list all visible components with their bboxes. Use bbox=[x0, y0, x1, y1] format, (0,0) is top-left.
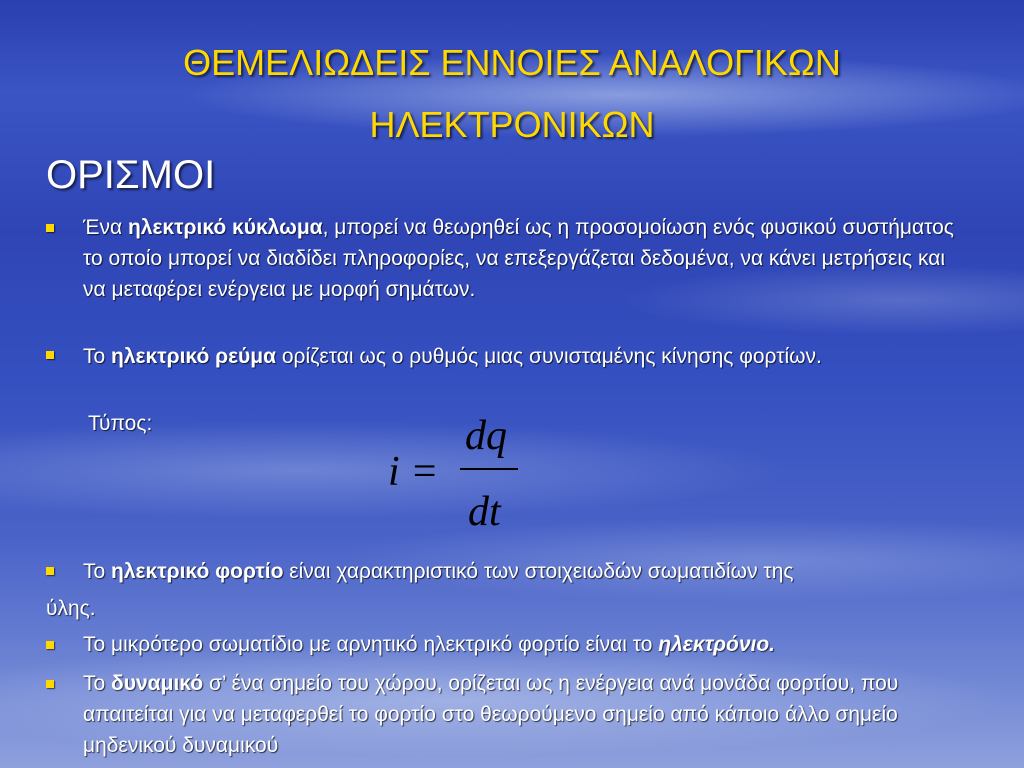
bullet-marker-icon bbox=[46, 224, 54, 232]
bullet-text: Το bbox=[83, 345, 112, 368]
bullet-text: Το μικρότερο σωματίδιο με αρνητικό ηλεκτρικό φορτίο είναι το bbox=[83, 633, 659, 656]
bullet-definition-circuit bbox=[83, 212, 963, 305]
bullet-bold-term: ηλεκτρικό κύκλωμα bbox=[127, 216, 323, 239]
formula-numerator: dq bbox=[465, 413, 507, 459]
slide-title bbox=[0, 32, 1024, 156]
bullet-text: ορίζεται ως ο ρυθμός μιας συνισταμένης κίνησης φορτίων. bbox=[276, 345, 822, 368]
bullet-definition-current bbox=[83, 341, 893, 372]
bullet-text: Ένα bbox=[83, 216, 128, 239]
current-formula bbox=[388, 410, 528, 535]
formula-denominator: dt bbox=[468, 489, 501, 535]
bullet-bold-term: ηλεκτρικό φορτίο bbox=[111, 560, 284, 583]
fraction-bar bbox=[460, 468, 518, 470]
bullet-text: σ’ ένα σημείο του χώρου, ορίζεται ως η ενέργεια ανά μονάδα φορτίου, που απαιτείται για να μεταφερθεί το φορτίο στο θεωρούμενο σημείο από κάποιο άλλο σημείο μηδενικού δυναμικού bbox=[83, 672, 899, 757]
bullet-marker-icon bbox=[46, 567, 54, 575]
bullet-text: Το bbox=[83, 672, 112, 695]
bullet-definition-electron bbox=[83, 629, 963, 660]
bullet-text: , μπορεί να θεωρηθεί ως η προσομοίωση ενός φυσικού συστήματος το οποίο μπορεί να διαδίδει πληροφορίες, να επεξεργάζεται δεδομένα, να κάνει μετρήσεις και να μεταφέρει ενέργεια με μορφή σημάτων. bbox=[83, 216, 954, 301]
section-heading: ΟΡΙΣΜΟΙ bbox=[46, 153, 216, 197]
formula-lhs: i = bbox=[388, 449, 439, 495]
bullet-bold-term: δυναμικό bbox=[111, 672, 204, 695]
slide-title-line2: ΗΛΕΚΤΡΟΝΙΚΩΝ bbox=[369, 104, 655, 145]
slide-title-line1: ΘΕΜΕΛΙΩΔΕΙΣ ΕΝΝΟΙΕΣ ΑΝΑΛΟΓΙΚΩΝ bbox=[183, 42, 841, 83]
bullet-definition-potential bbox=[83, 668, 963, 761]
formula-label: Τύπος: bbox=[88, 412, 153, 435]
bullet-bold-term: ηλεκτρικό ρεύμα bbox=[111, 345, 277, 368]
bullet-marker-icon bbox=[46, 680, 54, 688]
bullet-continuation: ύλης. bbox=[46, 597, 96, 620]
bullet-definition-charge bbox=[83, 556, 983, 587]
bullet-text: Το bbox=[83, 560, 112, 583]
bullet-bold-italic-term: ηλεκτρόνιο. bbox=[658, 633, 776, 656]
bullet-marker-icon bbox=[46, 641, 54, 649]
bullet-text: είναι χαρακτηριστικό των στοιχειωδών σωματιδίων της bbox=[283, 560, 794, 583]
bullet-marker-icon bbox=[46, 351, 54, 359]
